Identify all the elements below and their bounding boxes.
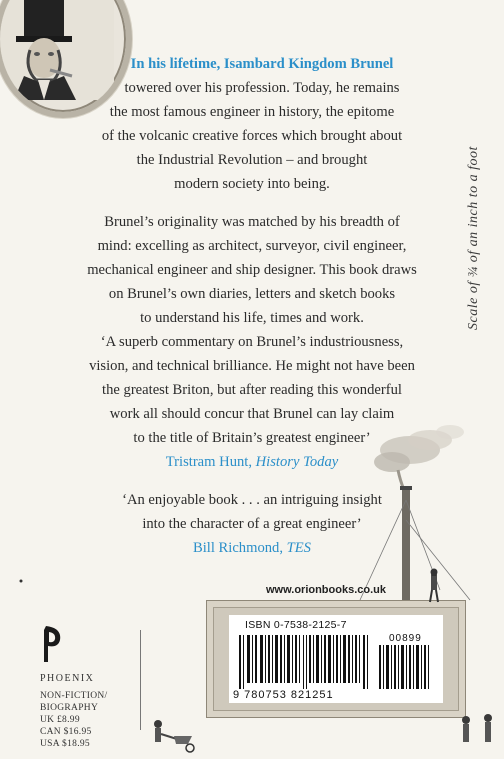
quote-line: into the character of a great engineer’: [142, 516, 362, 532]
phoenix-logo-icon: [40, 624, 66, 664]
intro-line: modern society into being.: [174, 176, 330, 192]
description-paragraph: [0, 210, 504, 330]
quote-author: Bill Richmond,: [193, 540, 287, 556]
description-line: to understand his life, times and work.: [140, 310, 364, 326]
barcode-number: 9 780753 821251: [233, 689, 334, 701]
price-code: 00899: [389, 633, 422, 644]
intro-paragraph: [0, 52, 504, 196]
isbn-text: ISBN 0-7538-2125-7: [245, 619, 347, 631]
intro-line: towered over his profession. Today, he remains: [124, 80, 400, 96]
workers-figure: [456, 714, 500, 754]
quote-source: TES: [286, 540, 311, 556]
quote-line: the greatest Briton, but after reading this wonderful: [102, 382, 402, 398]
intro-line: the Industrial Revolution – and brought: [136, 152, 368, 168]
website-url: www.orionbooks.co.uk: [266, 584, 386, 596]
quote-line: work all should concur that Brunel can lay claim: [109, 406, 395, 422]
description-line: mechanical engineer and ship designer. This book draws: [87, 262, 417, 278]
publisher-meta-line: CAN $16.95: [40, 727, 92, 737]
quote-line: ‘An enjoyable book . . . an intriguing insight: [122, 492, 382, 508]
description-line: on Brunel’s own diaries, letters and sketch books: [108, 286, 396, 302]
publisher-name: PHOENIX: [40, 673, 95, 684]
quote-author: Tristram Hunt,: [165, 454, 256, 470]
description-line: Brunel’s originality was matched by his breadth of: [104, 214, 400, 230]
ladder-worker-figure: [424, 568, 444, 604]
wheelbarrow-figure: [150, 718, 200, 754]
intro-line: of the volcanic creative forces which brought about: [101, 128, 403, 144]
quote-line: ‘A superb commentary on Brunel’s industriousness,: [100, 334, 404, 350]
barcode-bars: [239, 635, 435, 689]
vertical-divider: [140, 630, 141, 730]
publisher-meta-line: USA $18.95: [40, 739, 90, 749]
publisher-meta-line: NON-FICTION/: [40, 691, 108, 701]
description-line: mind: excelling as architect, surveyor, civil engineer,: [97, 238, 407, 254]
scale-side-text: Scale of ¾ of an inch to a foot: [466, 146, 481, 330]
dot-mark: [18, 578, 24, 584]
quote-line: vision, and technical brilliance. He might not have been: [89, 358, 415, 374]
barcode-panel: [229, 615, 443, 703]
intro-lead: In his lifetime, Isambard Kingdom Brunel: [130, 56, 394, 72]
barcode-label: [206, 600, 466, 718]
publisher-block: [40, 624, 110, 750]
intro-line: the most famous engineer in history, the epitome: [109, 104, 395, 120]
quote-source: History Today: [255, 454, 339, 470]
publisher-meta-line: BIOGRAPHY: [40, 703, 99, 713]
chimney-illustration: [340, 410, 504, 610]
publisher-meta-line: UK £8.99: [40, 715, 80, 725]
quote-line: to the title of Britain’s greatest engineer’: [133, 430, 371, 446]
